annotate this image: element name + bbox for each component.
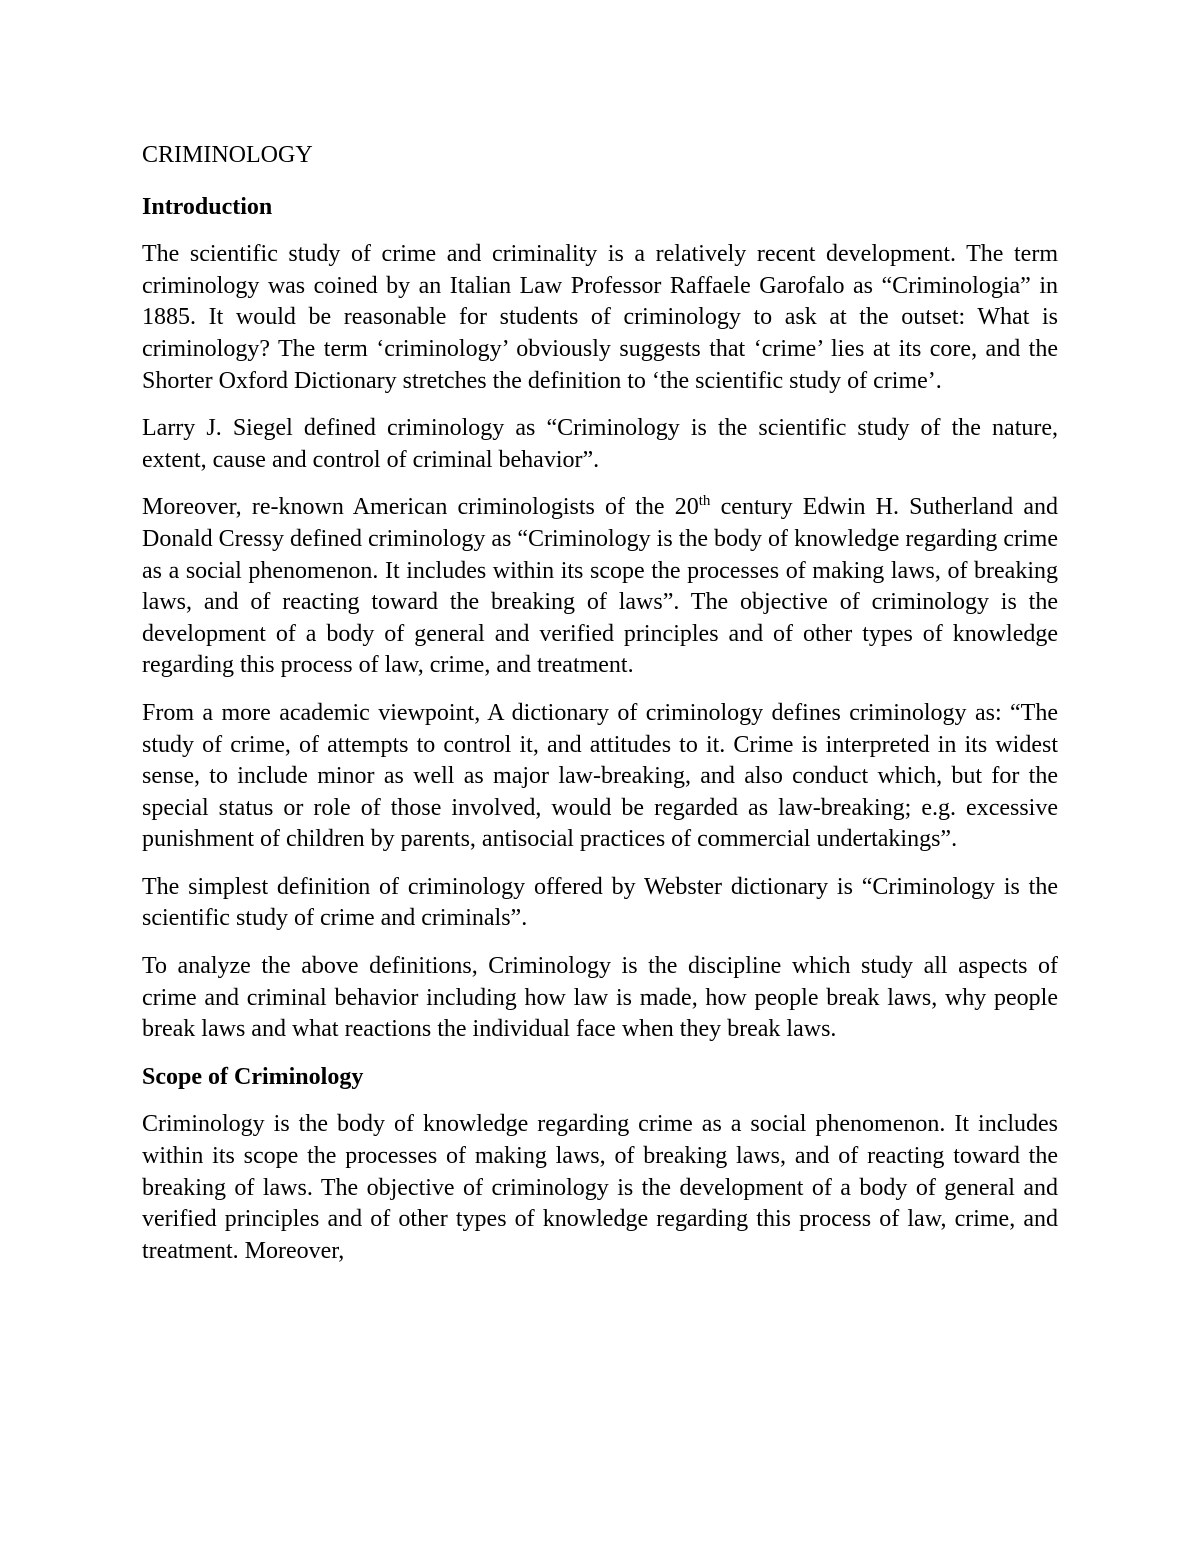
paragraph-webster-definition: The simplest definition of criminology offered by Webster dictionary is “Criminology is the scientific study of crime and criminals”. [142,873,1058,932]
paragraph-sutherland-definition [142,492,1058,682]
paragraph-sutherland-part2: century Edwin H. Sutherland and Donald Cressy defined criminology as “Criminology is the body of knowledge regarding crime as a social phenomenon. It includes within its scope the processes of making laws, of breaking laws, and of reacting toward the breaking of laws”. The objective of criminology is the development of a body of general and verified principles and of other types of knowledge regarding this process of law, crime, and treatment. [142,494,1059,679]
paragraph-intro: The scientific study of crime and criminality is a relatively recent development. The term criminology was coined by an Italian Law Professor Raffaele Garofalo as “Criminologia” in 1885. It would be reasonable for students of criminology to ask at the outset: What is criminology? The term ‘criminology’ obviously suggests that ‘crime’ lies at its core, and the Shorter Oxford Dictionary stretches the definition to ‘the scientific study of crime’. [142,241,1058,394]
paragraph-siegel-definition: Larry J. Siegel defined criminology as “Criminology is the scientific study of the nature, extent, cause and control of criminal behavior”. [142,415,1058,473]
introduction-heading: Introduction [142,193,273,220]
document-page [142,140,1058,1267]
document-title: CRIMINOLOGY [142,142,313,168]
ordinal-superscript: th [698,493,711,510]
paragraph-academic-definition: From a more academic viewpoint, A dictionary of criminology defines criminology as: “The study of crime, of attempts to control it, and attitudes to it. Crime is interpreted in its widest sense, to include minor as well as major law-breaking, and also conduct which, but for the special status or role of those involved, would be regarded as law-breaking; e.g. excessive punishment of children by parents, antisocial practices of commercial undertakings”. [142,699,1058,853]
paragraph-scope: Criminology is the body of knowledge regarding crime as a social phenomenon. It includes within its scope the processes of making laws, of breaking laws, and of reacting toward the breaking of laws. The objective of criminology is the development of a body of general and verified principles and of other types of knowledge regarding this process of law, crime, and treatment. Moreover, [142,1111,1058,1264]
paragraph-analysis: To analyze the above definitions, Criminology is the discipline which study all aspects of crime and criminal behavior including how law is made, how people break laws, why people break laws and what reactions the individual face when they break laws. [142,953,1058,1043]
scope-heading: Scope of Criminology [142,1063,364,1090]
paragraph-sutherland-part1: Moreover, re-known American criminologists of the 20 [142,494,699,521]
